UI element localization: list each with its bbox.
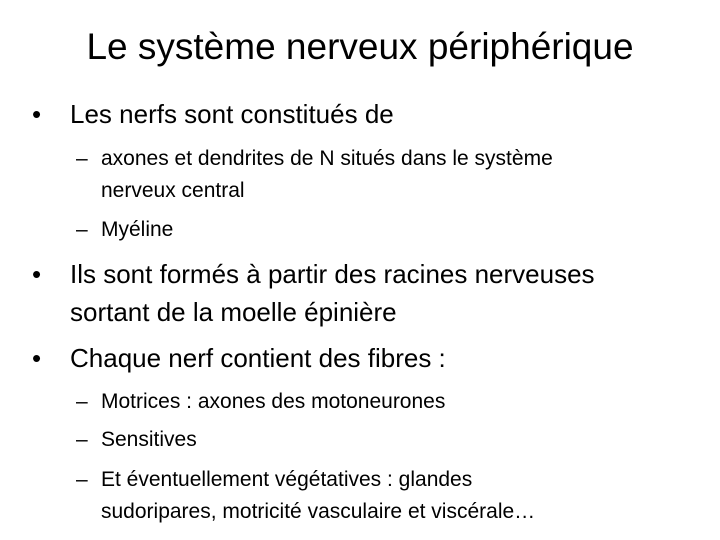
sub-marker: – — [76, 218, 88, 241]
sub-text-line: Myéline — [101, 218, 174, 241]
bullet-marker: • — [32, 343, 42, 373]
sub-item-1-1 — [0, 143, 720, 207]
sub-text-line: Motrices : axones des motoneurones — [101, 390, 446, 413]
bullet-marker: • — [32, 259, 42, 289]
sub-marker: – — [76, 428, 88, 451]
sub-text-line: Sensitives — [101, 428, 197, 451]
sub-item-3-2 — [0, 424, 720, 456]
bullet-item-2 — [0, 256, 720, 328]
sub-text-line: Et éventuellement végétatives : glandes — [101, 468, 473, 491]
bullet-text-line: sortant de la moelle épinière — [70, 297, 397, 327]
bullet-item-1 — [0, 96, 720, 132]
sub-item-3-3 — [0, 464, 720, 528]
sub-item-1-2 — [0, 214, 720, 246]
bullet-text: Chaque nerf contient des fibres : — [70, 343, 446, 373]
sub-text-line: axones et dendrites de N situés dans le système — [101, 147, 553, 170]
bullet-text: Les nerfs sont constitués de — [70, 99, 394, 129]
sub-text-line: sudoripares, motricité vasculaire et viscérale… — [101, 500, 536, 523]
sub-item-3-1 — [0, 386, 720, 418]
slide-title: Le système nerveux périphérique — [86, 26, 634, 67]
sub-marker: – — [76, 390, 88, 413]
sub-marker: – — [76, 147, 88, 170]
sub-text-line: nerveux central — [101, 179, 245, 202]
bullet-text-line: Ils sont formés à partir des racines nerveuses — [70, 259, 595, 289]
bullet-item-3 — [0, 340, 720, 376]
sub-marker: – — [76, 468, 88, 491]
bullet-marker: • — [32, 99, 42, 129]
